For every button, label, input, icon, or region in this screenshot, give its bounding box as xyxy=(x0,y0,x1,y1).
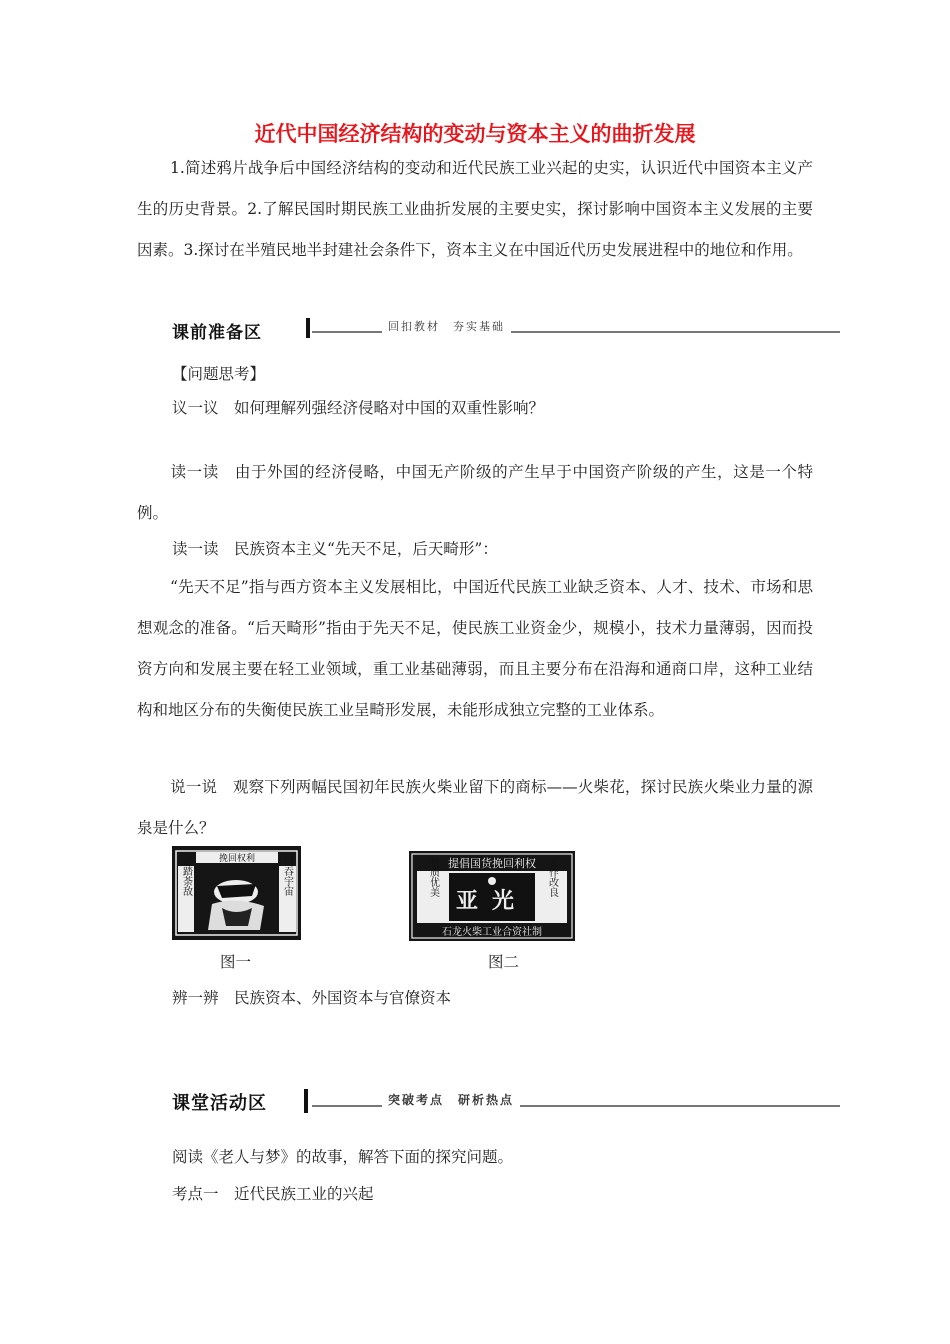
shuo-yi-shuo xyxy=(137,767,813,849)
section-subtitle: 回扣教材 夯实基础 xyxy=(382,318,511,334)
img2-top-text: 提倡国货挽回利权 xyxy=(448,857,536,870)
learning-objectives xyxy=(137,148,813,271)
du2-body xyxy=(137,567,813,731)
match-label-image-1 xyxy=(172,846,301,940)
bian-yi-bian: 辨一辨 民族资本、外国资本与官僚资本 xyxy=(172,989,452,1007)
section-header-classroom xyxy=(172,1089,840,1115)
section-subtitle: 突破考点 研析热点 xyxy=(382,1091,520,1108)
img2-bottom-text: 石龙火柴工业合资社制 xyxy=(442,927,542,938)
section-label: 课前准备区 xyxy=(172,323,262,343)
section-bar xyxy=(306,318,310,338)
du1-text: 读一读 由于外国的经济侵略，中国无产阶级的产生早于中国资产阶级的产生，这是一个特例。 xyxy=(137,463,813,522)
page-title: 近代中国经济结构的变动与资本主义的曲折发展 xyxy=(254,122,696,146)
img1-right-text: 口吞宇宙 xyxy=(281,856,293,896)
du-yi-du-1 xyxy=(137,452,813,534)
image-1-caption: 图一 xyxy=(220,953,252,971)
match-label-image-2 xyxy=(409,851,575,941)
du-yi-du-2: 读一读 民族资本主义“先天不足，后天畸形”： xyxy=(172,540,498,558)
shuo-text: 说一说 观察下列两幅民国初年民族火柴业留下的商标——火柴花，探讨民族火柴业力量的源泉是什么？ xyxy=(137,778,813,837)
question-header: 【问题思考】 xyxy=(172,365,266,383)
kaodian-1: 考点一 近代民族工业的兴起 xyxy=(172,1185,374,1203)
img1-top-text: 挽回权利 xyxy=(218,854,256,864)
section-bar xyxy=(304,1089,308,1113)
img2-right-text: 工作改良 xyxy=(546,857,558,897)
objectives-text: 1.简述鸦片战争后中国经济结构的变动和近代民族工业兴起的史实，认识近代中国资本主义产生的历史背景。2.了解民国时期民族工业曲折发展的主要史实，探讨影响中国资本主义发展的主要因素。3.探讨在半殖民地半封建社会条件下，资本主义在中国近代历史发展进程中的地位和作用。 xyxy=(137,159,813,259)
du2-body-text: “先天不足”指与西方资本主义发展相比，中国近代民族工业缺乏资本、人才、技术、市场和思想观念的准备。“后天畸形”指由于先天不足，使民族工业资金少，规模小，技术力量薄弱，因而投资方向和发展主要在轻工业领域，重工业基础薄弱，而且主要分布在沿海和通商口岸，这种工业结构和地区分布的失衡使民族工业呈畸形发展，未能形成独立完整的工业体系。 xyxy=(137,578,813,719)
img2-center-text: 亚光 xyxy=(455,889,529,914)
image-2-caption: 图二 xyxy=(488,953,520,971)
yi-yi-yi: 议一议 如何理解列强经济侵略对中国的双重性影响？ xyxy=(172,399,545,417)
reading-instruction: 阅读《老人与梦》的故事，解答下面的探究问题。 xyxy=(172,1148,514,1166)
img2-left-text: 物质优美 xyxy=(427,857,439,897)
section-label: 课堂活动区 xyxy=(172,1093,267,1114)
section-header-preview xyxy=(172,318,840,344)
img1-left-text: 足踏荼敌 xyxy=(180,856,192,896)
